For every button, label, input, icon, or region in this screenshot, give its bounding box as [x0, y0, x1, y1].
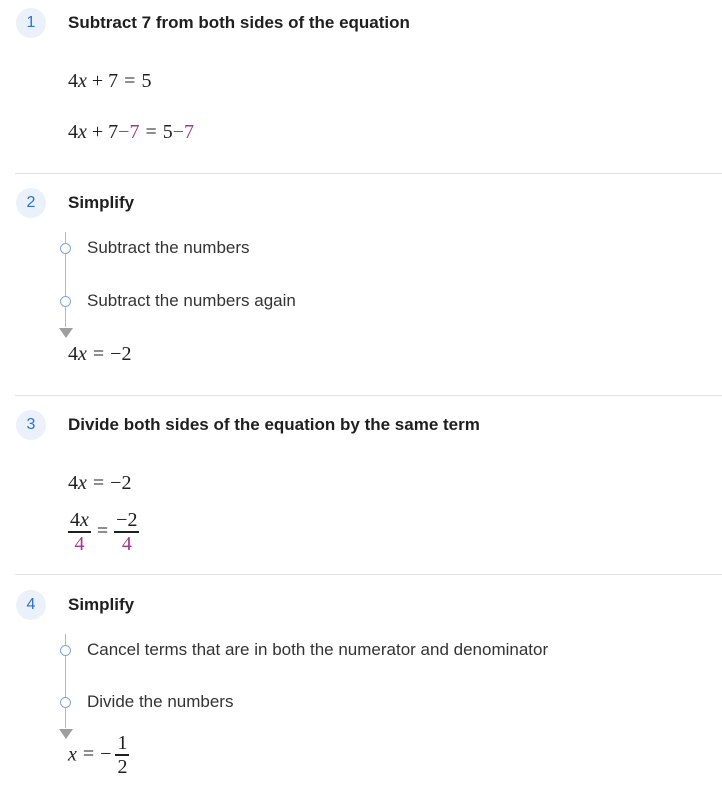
equation-lhs: 4x: [68, 343, 87, 365]
equals-sign: =: [96, 520, 109, 543]
step-2-number: 2: [16, 188, 46, 218]
substep-text: Subtract the numbers again: [87, 291, 296, 310]
step-divider: [15, 574, 722, 575]
substep-circle-icon: [60, 645, 71, 656]
subtracted-term: −7: [118, 121, 140, 143]
equation-lhs: x: [68, 743, 77, 766]
fraction-denominator: 4: [121, 532, 132, 555]
fraction-denominator: 4: [74, 532, 85, 555]
step-4-title: Simplify: [68, 595, 135, 614]
step-1-title: Subtract 7 from both sides of the equation: [68, 13, 410, 32]
equals-sign: =: [145, 121, 157, 143]
substep-text: Cancel terms that are in both the numerator and denominator: [87, 640, 549, 659]
step-divider: [15, 173, 722, 174]
step-1-equation: [68, 69, 151, 93]
arrow-down-icon: [59, 328, 73, 338]
substep-text: Subtract the numbers: [87, 238, 250, 257]
rhs-fraction: [114, 509, 139, 555]
substep-circle-icon: [60, 697, 71, 708]
equation-rhs: 5: [162, 121, 173, 143]
equals-sign: =: [82, 743, 95, 766]
equation-lhs: 4x + 7: [68, 121, 119, 143]
substep-circle-icon: [60, 243, 71, 254]
equation-rhs: −2: [110, 472, 132, 494]
fraction-denominator: 2: [117, 755, 128, 778]
equation-rhs: −2: [110, 343, 132, 365]
step-4-number: 4: [16, 590, 46, 620]
equals-sign: =: [92, 343, 105, 365]
substep-circle-icon: [60, 296, 71, 307]
fraction-numerator: −2: [116, 509, 138, 531]
equation-rhs: 5: [141, 70, 152, 92]
step-3-number: 3: [16, 410, 46, 440]
step-1-number: 1: [16, 8, 46, 38]
result-fraction: [115, 732, 129, 778]
step-3-title: Divide both sides of the equation by the same term: [68, 415, 480, 434]
substep-text: Divide the numbers: [87, 692, 234, 711]
step-3-fraction-equation: [68, 509, 139, 555]
subtracted-term: −7: [172, 121, 195, 143]
equals-sign: =: [124, 70, 136, 92]
step-divider: [15, 395, 722, 396]
negative-sign: −: [100, 743, 112, 766]
step-3-equation: [68, 471, 131, 495]
step-2-title: Simplify: [68, 193, 135, 212]
fraction-numerator: 1: [117, 732, 128, 754]
step-1-equation-subtracted: [68, 120, 194, 144]
step-4-result: [68, 732, 129, 778]
equation-lhs: 4x + 7: [68, 70, 119, 92]
step-2-result: [68, 342, 131, 366]
fraction-numerator: 4x: [70, 509, 89, 531]
equals-sign: =: [92, 472, 105, 494]
equation-lhs: 4x: [68, 472, 87, 494]
lhs-fraction: [68, 509, 91, 555]
